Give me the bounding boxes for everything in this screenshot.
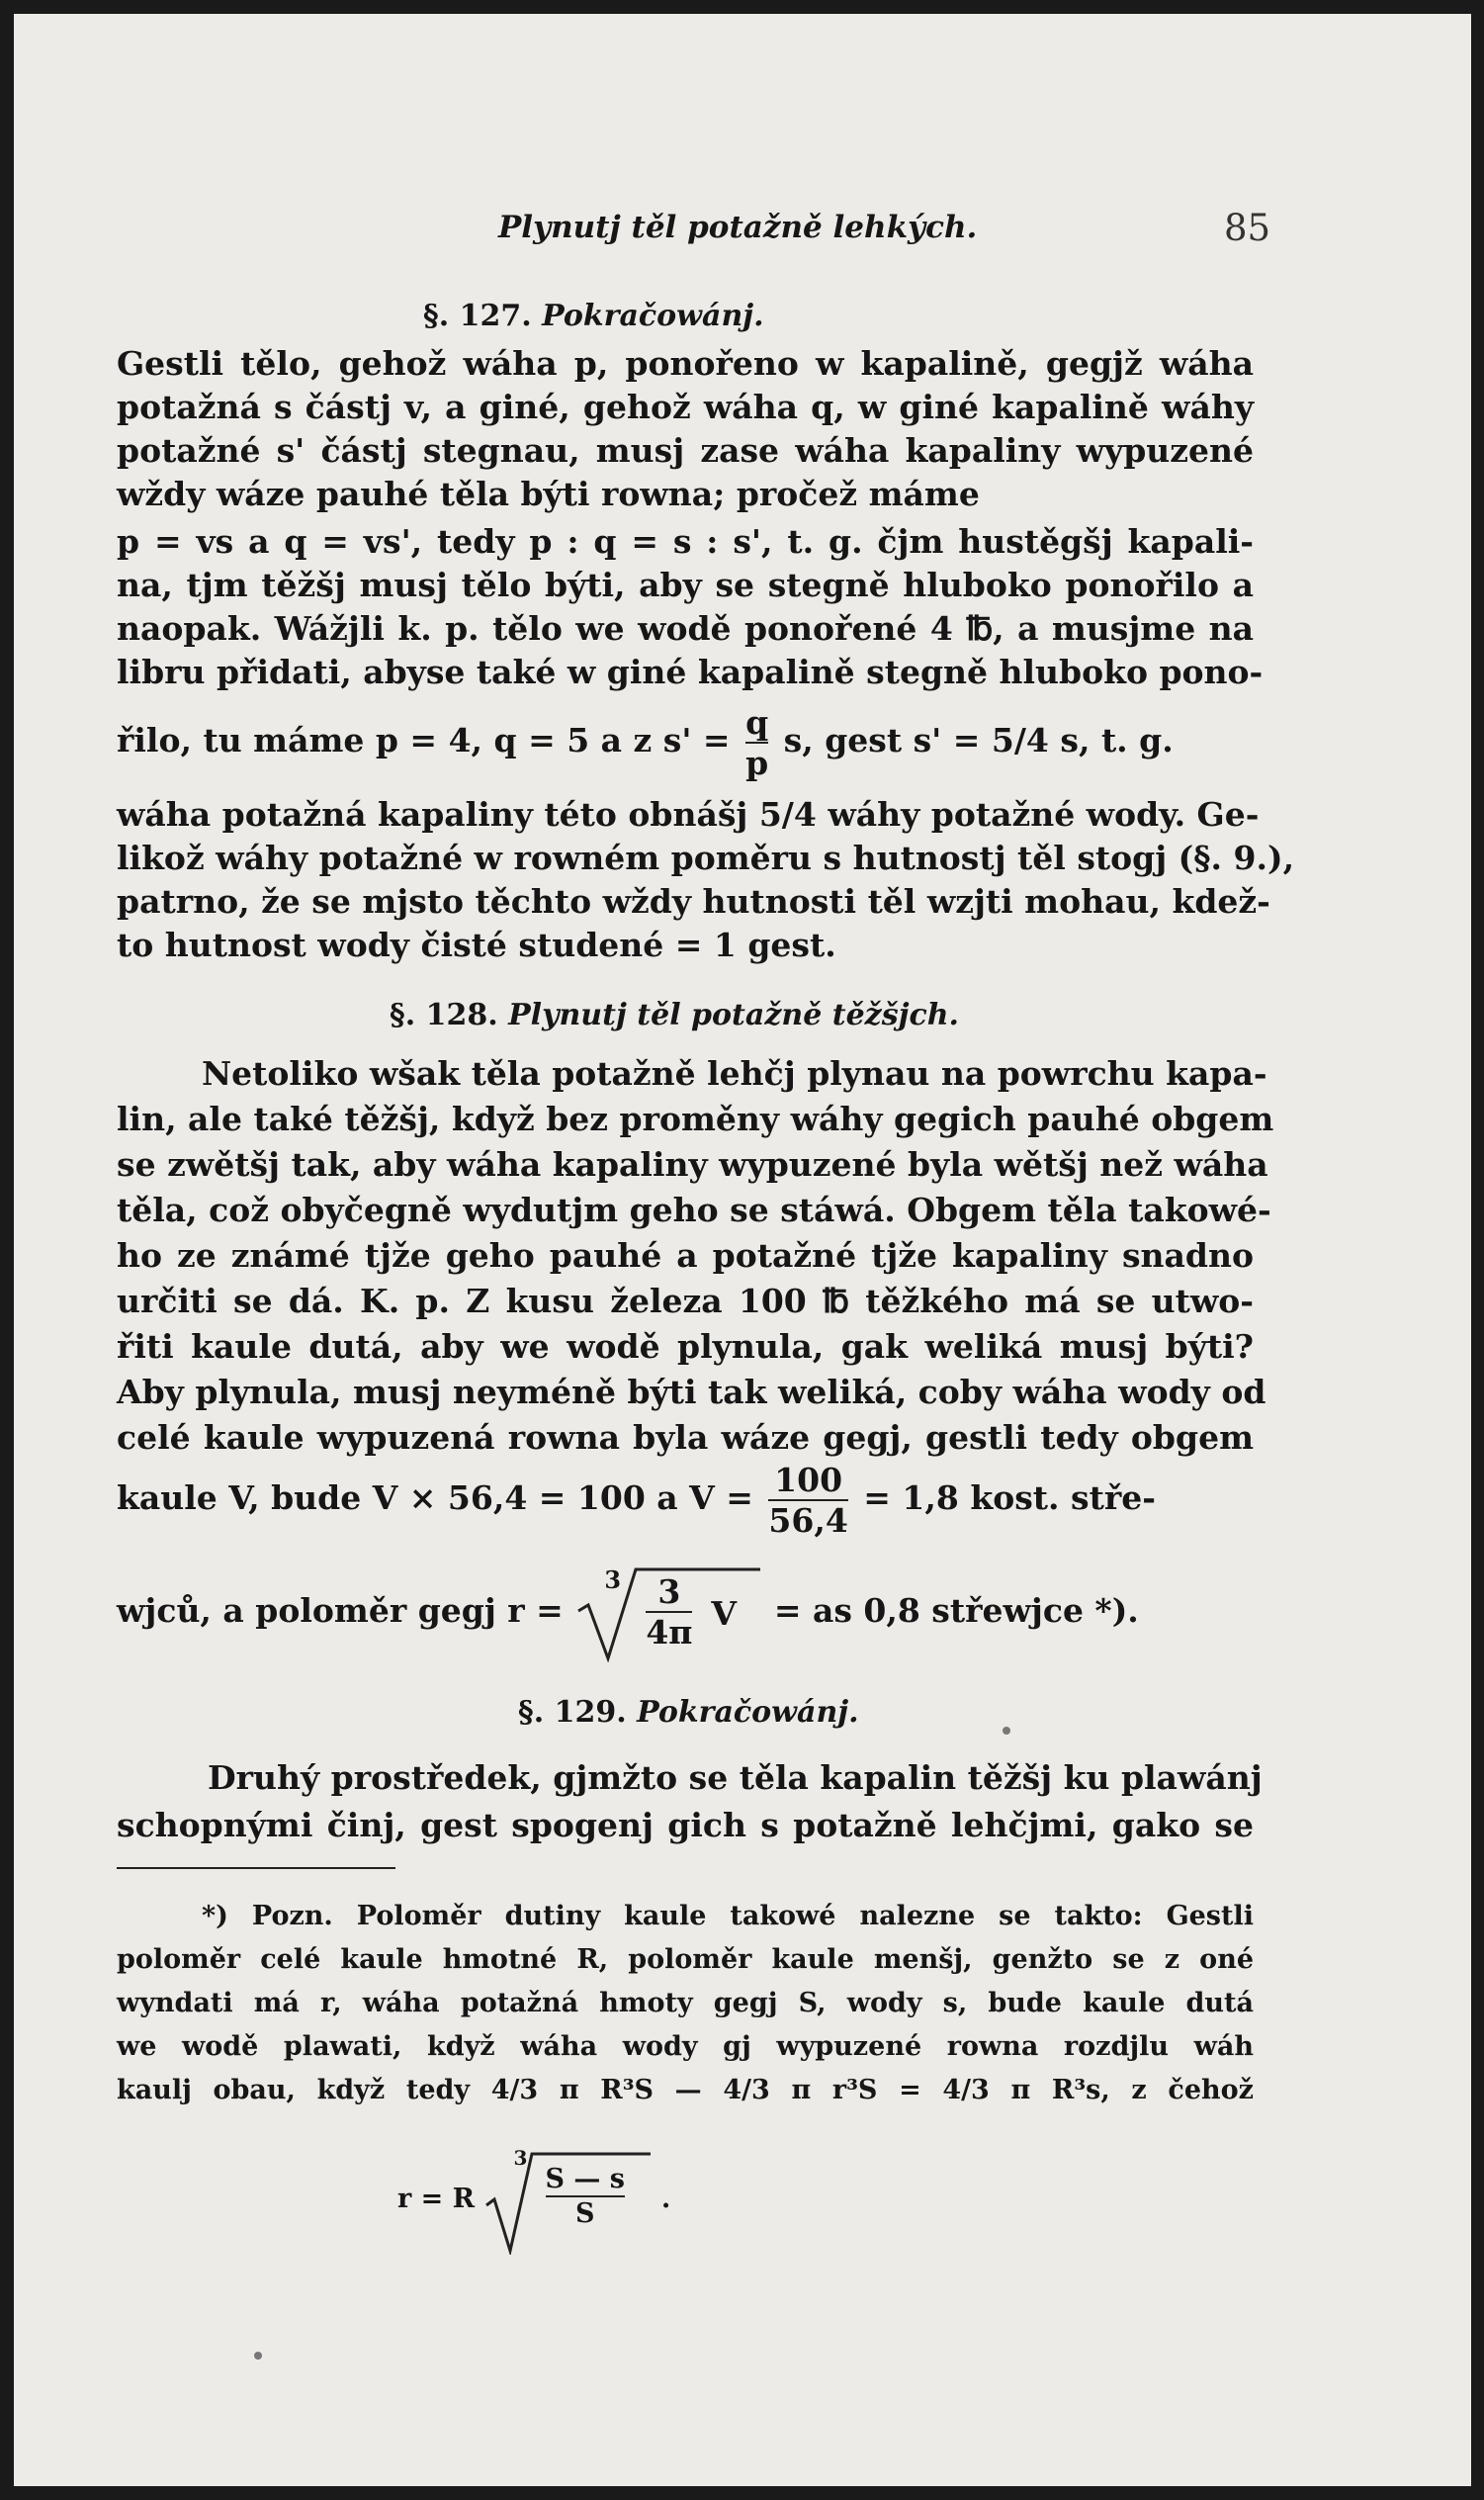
- text-line: těla, což obyčegně wydutjm geho se stáwá. Obgem těla takowé-: [117, 1191, 1271, 1229]
- text-line: schopnými činj, gest spogenj gich s potažně lehčjmi, gako se: [117, 1806, 1254, 1844]
- text-line: Aby plynula, musj neyméně býti tak weliká, coby wáha wody od: [117, 1373, 1266, 1411]
- formula-text: = as 0,8 střewjce *).: [773, 1591, 1139, 1630]
- section-128-number: §. 128.: [390, 998, 498, 1032]
- text-line: to hutnost wody čisté studené = 1 gest.: [117, 926, 836, 964]
- fraction-denominator: S: [575, 2197, 595, 2229]
- formula-variable: V: [711, 1594, 737, 1633]
- text-line: Netoliko wšak těla potažně lehčj plynau na powrchu kapa-: [202, 1054, 1267, 1093]
- ink-speck: [1003, 1727, 1010, 1735]
- section-128-title: Plynutj těl potažně těžšjch.: [508, 998, 959, 1032]
- cube-root: [574, 1563, 762, 1662]
- ink-speck: [254, 2352, 262, 2360]
- fraction-denominator: 4π: [646, 1613, 693, 1652]
- section-129-number: §. 129.: [518, 1695, 627, 1730]
- text-line: řiti kaule dutá, aby we wodě plynula, gak weliká musj býti?: [117, 1327, 1254, 1366]
- footnote-rule: [117, 1867, 395, 1869]
- fraction-numerator: 3: [657, 1572, 681, 1611]
- fraction-denominator: p: [745, 744, 769, 782]
- fraction: [545, 2163, 626, 2229]
- footnote-formula: [397, 2140, 793, 2259]
- text-line: libru přidati, abyse také w giné kapalině stegně hluboko pono-: [117, 653, 1264, 691]
- text-line: wždy wáze pauhé těla býti rowna; pročež máme: [117, 475, 980, 513]
- fraction-numerator: 100: [774, 1461, 843, 1499]
- formula-line: [117, 1557, 1254, 1665]
- section-127-title: Pokračowánj.: [542, 299, 764, 333]
- section-129-title: Pokračowánj.: [637, 1695, 859, 1730]
- text-line: potažná s částj v, a giné, gehož wáha q, w giné kapalině wáhy: [117, 388, 1254, 426]
- footnote-line: *) Pozn. Poloměr dutiny kaule takowé nalezne se takto: Gestli: [202, 1901, 1254, 1931]
- fraction-numerator: S — s: [545, 2163, 625, 2194]
- root-index: 3: [604, 1565, 622, 1594]
- cube-root: [484, 2146, 653, 2255]
- fraction-bar: [546, 2195, 626, 2197]
- footnote-line: we wodě plawati, když wáha wody gj wypuzené rowna rozdjlu wáh: [117, 2031, 1254, 2062]
- text-line: se zwětšj tak, aby wáha kapaliny wypuzené byla wětšj než wáha: [117, 1145, 1268, 1184]
- text-line: lin, ale také těžšj, když bez proměny wáhy gegich pauhé obgem: [117, 1100, 1274, 1138]
- fraction: [646, 1572, 693, 1652]
- section-127-heading: [423, 299, 764, 333]
- text-line: patrno, že se mjsto těchto wždy hutnosti těl wzjti mohau, kdež-: [117, 882, 1270, 921]
- text-line: určiti se dá. K. p. Z kusu železa 100 ℔ těžkého má se utwo-: [117, 1282, 1254, 1320]
- formula-text: r = R: [397, 2184, 476, 2214]
- fraction: [745, 703, 769, 782]
- section-127-number: §. 127.: [423, 299, 532, 333]
- text-line: Gestli tělo, gehož wáha p, ponořeno w kapalině, gegjž wáha: [117, 344, 1254, 383]
- text-line: wáha potažná kapaliny této obnášj 5/4 wáhy potažné wody. Ge-: [117, 795, 1260, 834]
- fraction: [768, 1461, 848, 1540]
- text-line: ho ze známé tjže geho pauhé a potažné tjže kapaliny snadno: [117, 1236, 1254, 1275]
- formula-text: .: [660, 2184, 671, 2214]
- text-line: na, tjm těžšj musj tělo býti, aby se stegně hluboko ponořilo a: [117, 566, 1254, 604]
- formula-text: = 1,8 kost. stře-: [863, 1478, 1156, 1517]
- text-line: potažné s' částj stegnau, musj zase wáha kapaliny wypuzené: [117, 431, 1254, 470]
- formula-text: řilo, tu máme p = 4, q = 5 a z s' =: [117, 721, 731, 759]
- fraction-numerator: q: [745, 703, 769, 742]
- root-index: 3: [513, 2145, 528, 2170]
- text-line: celé kaule wypuzená rowna byla wáze gegj, gestli tedy obgem: [117, 1418, 1254, 1457]
- fraction-denominator: 56,4: [768, 1501, 848, 1540]
- running-title: Plynutj těl potažně lehkých.: [498, 210, 978, 245]
- section-129-heading: [518, 1695, 859, 1730]
- text-line: likož wáhy potažné w rowném poměru s hutnostj těl stogj (§. 9.),: [117, 839, 1295, 877]
- text-line: Druhý prostředek, gjmžto se těla kapalin těžšj ku plawánj: [208, 1758, 1263, 1797]
- formula-text: kaule V, bude V × 56,4 = 100 a V =: [117, 1478, 753, 1517]
- formula-text: wjců, a poloměr gegj r =: [117, 1591, 564, 1630]
- page-number: 85: [1224, 207, 1271, 249]
- book-page: [14, 14, 1471, 2486]
- footnote-line: poloměr celé kaule hmotné R, poloměr kaule menšj, genžto se z oné: [117, 1944, 1254, 1975]
- footnote-line: wyndati má r, wáha potažná hmoty gegj S, wody s, bude kaule dutá: [117, 1988, 1254, 2018]
- footnote-line: kaulj obau, když tedy 4/3 π R³S — 4/3 π r³S = 4/3 π R³s, z čehož: [117, 2075, 1254, 2105]
- section-128-heading: [390, 998, 959, 1032]
- text-line: naopak. Wážjli k. p. tělo we wodě ponořené 4 ℔, a musjme na: [117, 609, 1254, 648]
- formula-line: [117, 1454, 1254, 1543]
- formula-line: [117, 703, 1254, 782]
- formula-text: s, gest s' = 5/4 s, t. g.: [783, 721, 1174, 759]
- text-line: p = vs a q = vs', tedy p : q = s : s', t. g. čjm hustěgšj kapali-: [117, 522, 1254, 561]
